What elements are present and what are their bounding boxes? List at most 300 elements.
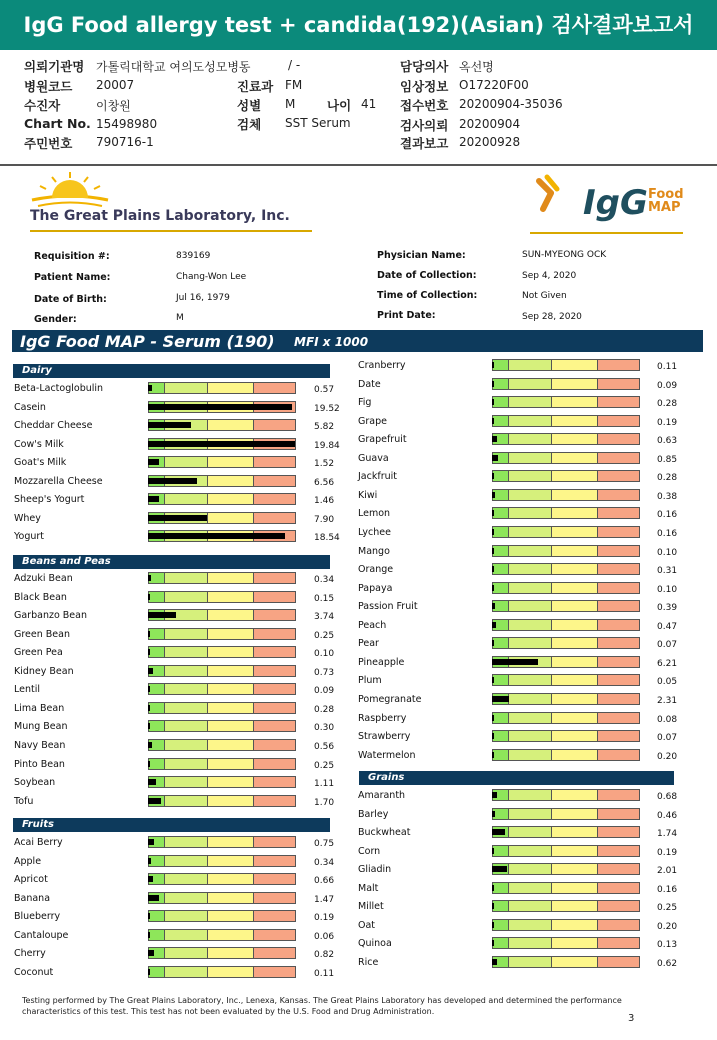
result-bar — [492, 359, 640, 371]
result-value: 18.54 — [314, 533, 340, 544]
result-bar-fill — [492, 473, 494, 479]
food-row — [14, 417, 354, 435]
food-name: Goat's Milk — [14, 457, 67, 469]
scale-zone — [492, 712, 509, 724]
result-value: 0.13 — [657, 940, 678, 951]
info-value: Not Given — [522, 291, 567, 301]
scale-zone — [164, 836, 208, 848]
sun-logo-icon — [30, 170, 110, 210]
food-name: Apple — [14, 855, 42, 867]
food-name: Grapefruit — [358, 434, 407, 446]
result-bar-fill — [492, 362, 494, 368]
scale-zone — [551, 545, 598, 557]
food-row — [14, 380, 354, 398]
scale-zone — [508, 674, 552, 686]
result-bar — [148, 572, 296, 584]
scale-zone — [508, 637, 552, 649]
result-bar — [148, 892, 296, 904]
result-bar — [492, 396, 640, 408]
scale-zone — [597, 600, 640, 612]
result-bar — [492, 433, 640, 445]
scale-zone — [551, 956, 598, 968]
units-label: MFI x 1000 — [294, 335, 369, 349]
result-bar-fill — [492, 566, 494, 572]
food-name: Cow's Milk — [14, 438, 64, 450]
scale-zone — [597, 470, 640, 482]
food-name: Pear — [358, 638, 379, 650]
result-bar — [148, 910, 296, 922]
scale-zone — [551, 619, 598, 631]
scale-zone — [253, 720, 296, 732]
result-value: 1.47 — [314, 894, 335, 905]
result-bar-fill — [492, 548, 494, 554]
food-row — [358, 617, 697, 635]
scale-zone — [164, 702, 208, 714]
food-row — [14, 626, 354, 644]
result-bar-fill — [148, 404, 292, 410]
scale-zone — [492, 526, 509, 538]
scale-zone — [551, 396, 598, 408]
result-bar-fill — [492, 381, 494, 387]
scale-zone — [253, 892, 296, 904]
scale-zone — [253, 929, 296, 941]
header-value: 옥선명 — [459, 60, 494, 74]
scale-zone — [164, 572, 208, 584]
scale-zone — [207, 493, 254, 505]
food-name: Pineapple — [358, 656, 405, 668]
header-label: 검사의뢰 — [400, 118, 449, 133]
scale-zone — [164, 665, 208, 677]
result-bar-fill — [148, 478, 197, 484]
scale-zone — [508, 563, 552, 575]
food-name: Black Bean — [14, 591, 67, 603]
scale-zone — [508, 359, 552, 371]
result-bar — [148, 966, 296, 978]
food-map-logo — [648, 188, 684, 214]
food-name: Cheddar Cheese — [14, 420, 93, 432]
result-value: 0.09 — [657, 380, 678, 391]
scale-zone — [508, 956, 552, 968]
result-value: 0.20 — [657, 751, 678, 762]
food-name: Amaranth — [358, 790, 406, 801]
food-row — [14, 756, 354, 774]
food-name: Casein — [14, 401, 46, 413]
result-bar — [148, 382, 296, 394]
scale-zone — [253, 873, 296, 885]
result-bar — [492, 674, 640, 686]
result-value: 2.01 — [657, 866, 678, 877]
scale-zone — [597, 507, 640, 519]
scale-zone — [492, 882, 509, 894]
result-bar — [148, 591, 296, 603]
result-value: 1.11 — [314, 779, 335, 789]
food-row — [14, 644, 354, 662]
scale-zone — [148, 966, 165, 978]
food-name: Mango — [358, 545, 390, 557]
scale-zone — [148, 702, 165, 714]
food-row — [14, 510, 354, 528]
result-bar-fill — [148, 798, 161, 804]
food-name: Navy Bean — [14, 740, 66, 751]
result-value: 0.68 — [657, 792, 678, 802]
result-value: 0.30 — [314, 723, 335, 734]
food-row — [14, 964, 354, 982]
header-value: 가톨릭대학교 여의도성모병동 — [96, 60, 251, 74]
scale-zone — [508, 808, 552, 820]
result-bar — [492, 730, 640, 742]
result-value: 0.15 — [314, 593, 335, 604]
food-row — [14, 681, 354, 699]
food-name: Pinto Bean — [14, 758, 65, 770]
header-value: 20200904-35036 — [459, 97, 563, 111]
result-value: 0.73 — [314, 667, 335, 678]
scale-zone — [207, 419, 254, 431]
scale-zone — [148, 855, 165, 867]
result-bar — [492, 863, 640, 875]
scale-zone — [164, 910, 208, 922]
result-value: 0.09 — [314, 686, 335, 697]
scale-zone — [508, 845, 552, 857]
info-value: Sep 4, 2020 — [522, 271, 577, 281]
header-value: FM — [285, 78, 303, 92]
food-row — [14, 927, 354, 945]
result-value: 0.10 — [314, 649, 335, 660]
result-value: 6.21 — [657, 658, 678, 669]
scale-zone — [253, 665, 296, 677]
food-name: Buckwheat — [358, 827, 411, 839]
food-name: Passion Fruit — [358, 601, 418, 613]
result-bar — [148, 401, 296, 413]
result-value: 1.70 — [314, 797, 335, 808]
scale-zone — [597, 674, 640, 686]
section-header: Grains — [359, 771, 674, 785]
scale-zone — [551, 882, 598, 894]
patient-header — [0, 50, 717, 164]
scale-zone — [551, 378, 598, 390]
scale-zone — [551, 656, 598, 668]
footer-disclaimer: Testing performed by The Great Plains Laboratory, Inc., Lenexa, Kansas. The Great Plains Laboratory has developed and determined the performance characteristics of this test. This test has not been evaluated by the U.S. Food and Drug Administration. — [22, 996, 622, 1016]
scale-zone — [508, 470, 552, 482]
scale-zone — [597, 359, 640, 371]
scale-zone — [597, 637, 640, 649]
result-value: 6.56 — [314, 477, 335, 488]
food-name: Beta-Lactoglobulin — [14, 383, 104, 394]
result-bar-fill — [148, 686, 150, 692]
scale-zone — [492, 730, 509, 742]
result-value: 0.28 — [657, 473, 678, 484]
result-value: 0.82 — [314, 950, 335, 961]
result-bar — [148, 665, 296, 677]
scale-zone — [492, 919, 509, 931]
food-row — [358, 917, 697, 935]
result-value: 0.16 — [657, 884, 678, 895]
result-bar — [492, 619, 640, 631]
food-row — [14, 793, 354, 811]
scale-zone — [597, 563, 640, 575]
result-value: 0.10 — [657, 584, 678, 595]
result-bar-fill — [492, 959, 497, 965]
scale-zone — [551, 600, 598, 612]
result-value: 19.84 — [314, 440, 340, 451]
result-bar-fill — [148, 723, 150, 729]
food-row — [358, 691, 697, 709]
result-value: 0.85 — [657, 454, 678, 465]
scale-zone — [492, 845, 509, 857]
result-bar-fill — [492, 677, 494, 683]
scale-zone — [492, 545, 509, 557]
scale-zone — [492, 396, 509, 408]
result-bar — [148, 758, 296, 770]
scale-zone — [148, 591, 165, 603]
food-row — [14, 436, 354, 454]
scale-zone — [551, 749, 598, 761]
food-row — [358, 598, 697, 616]
result-bar-fill — [148, 932, 150, 938]
report-title: IgG Food MAP - Serum (190) — [20, 332, 275, 351]
result-value: 0.20 — [657, 921, 678, 932]
result-value: 0.75 — [314, 839, 335, 849]
scale-zone — [253, 855, 296, 867]
info-label: Physician Name: — [377, 250, 466, 261]
header-value: 41 — [361, 97, 377, 111]
scale-zone — [253, 628, 296, 640]
food-row — [358, 747, 697, 765]
result-bar-fill — [492, 922, 494, 928]
result-bar-fill — [148, 839, 154, 845]
food-row — [358, 880, 697, 898]
scale-zone — [207, 947, 254, 959]
result-bar — [148, 683, 296, 695]
food-row — [358, 394, 697, 412]
scale-zone — [597, 452, 640, 464]
food-row — [14, 890, 354, 908]
section-header: Dairy — [13, 364, 330, 378]
scale-zone — [597, 489, 640, 501]
header-label: 검체 — [237, 117, 262, 132]
scale-zone — [597, 526, 640, 538]
scale-zone — [597, 956, 640, 968]
header-value: O17220F00 — [459, 78, 529, 92]
scale-zone — [508, 582, 552, 594]
scale-zone — [207, 873, 254, 885]
result-bar-fill — [148, 761, 150, 767]
result-bar — [148, 795, 296, 807]
scale-zone — [597, 937, 640, 949]
scale-zone — [207, 456, 254, 468]
scale-zone — [207, 382, 254, 394]
scale-zone — [508, 826, 552, 838]
header-value: 790716-1 — [96, 135, 154, 149]
food-name: Coconut — [14, 966, 54, 978]
scale-zone — [253, 966, 296, 978]
food-name: Pomegranate — [358, 693, 422, 705]
scale-zone — [508, 693, 552, 705]
scale-zone — [164, 382, 208, 394]
result-bar — [148, 628, 296, 640]
scale-zone — [253, 910, 296, 922]
scale-zone — [551, 582, 598, 594]
food-row — [14, 774, 354, 792]
scale-zone — [508, 396, 552, 408]
result-bar — [148, 947, 296, 959]
food-name: Quinoa — [358, 938, 392, 950]
food-row — [14, 607, 354, 625]
result-value: 0.31 — [657, 566, 678, 576]
result-bar-fill — [492, 885, 494, 891]
result-bar-fill — [492, 940, 494, 946]
result-bar-fill — [492, 399, 494, 405]
result-bar — [148, 929, 296, 941]
result-value: 0.46 — [657, 810, 678, 821]
scale-zone — [253, 609, 296, 621]
result-value: 0.07 — [657, 733, 678, 743]
antibody-icon — [533, 173, 583, 223]
result-bar — [492, 656, 640, 668]
result-value: 2.31 — [657, 695, 678, 706]
result-bar-fill — [148, 422, 191, 428]
result-bar-fill — [148, 779, 156, 785]
scale-zone — [148, 758, 165, 770]
food-name: Orange — [358, 564, 394, 575]
result-value: 0.16 — [657, 529, 678, 539]
food-name: Plum — [358, 675, 382, 687]
scale-zone — [253, 947, 296, 959]
scale-zone — [551, 433, 598, 445]
result-bar-fill — [492, 640, 494, 646]
scale-zone — [508, 507, 552, 519]
header-divider — [0, 164, 717, 166]
scale-zone — [253, 382, 296, 394]
result-bar-fill — [492, 492, 495, 498]
scale-zone — [207, 892, 254, 904]
food-row — [14, 834, 354, 852]
food-row — [358, 635, 697, 653]
scale-zone — [597, 545, 640, 557]
scale-zone — [492, 359, 509, 371]
food-row — [358, 376, 697, 394]
food-name: Millet — [358, 901, 384, 913]
scale-zone — [148, 628, 165, 640]
info-label: Time of Collection: — [377, 290, 478, 301]
igg-logo-text: IgG — [583, 183, 648, 223]
result-bar-fill — [148, 858, 151, 864]
scale-zone — [148, 720, 165, 732]
scale-zone — [164, 456, 208, 468]
scale-zone — [492, 507, 509, 519]
scale-zone — [597, 826, 640, 838]
scale-zone — [508, 433, 552, 445]
scale-zone — [597, 415, 640, 427]
scale-zone — [551, 470, 598, 482]
scale-zone — [551, 415, 598, 427]
scale-zone — [207, 966, 254, 978]
result-bar — [148, 836, 296, 848]
result-bar — [148, 646, 296, 658]
header-label: 담당의사 — [400, 59, 449, 74]
info-value: 839169 — [176, 251, 211, 261]
result-bar-fill — [492, 659, 538, 665]
food-name: Grape — [358, 415, 387, 427]
scale-zone — [164, 720, 208, 732]
food-name: Rice — [358, 957, 379, 968]
scale-zone — [207, 591, 254, 603]
result-bar-fill — [492, 752, 494, 758]
food-name: Sheep's Yogurt — [14, 494, 85, 506]
scale-zone — [164, 628, 208, 640]
scale-zone — [508, 882, 552, 894]
scale-zone — [551, 712, 598, 724]
scale-zone — [597, 712, 640, 724]
header-label: Chart No. — [24, 116, 91, 131]
result-bar-fill — [148, 668, 153, 674]
result-value: 0.39 — [657, 603, 678, 614]
result-bar-fill — [492, 829, 505, 835]
result-value: 0.63 — [657, 436, 678, 447]
food-row — [358, 468, 697, 486]
scale-zone — [164, 758, 208, 770]
food-row — [358, 806, 697, 824]
scale-zone — [164, 873, 208, 885]
food-row — [14, 945, 354, 963]
report-section-bar — [12, 330, 703, 352]
result-bar-fill — [148, 705, 150, 711]
result-value: 1.46 — [314, 496, 335, 507]
result-bar-fill — [148, 515, 207, 521]
scale-zone — [253, 646, 296, 658]
result-bar — [492, 712, 640, 724]
scale-zone — [207, 776, 254, 788]
scale-zone — [492, 415, 509, 427]
food-row — [358, 672, 697, 690]
scale-zone — [508, 526, 552, 538]
food-row — [14, 737, 354, 755]
food-row — [14, 570, 354, 588]
result-value: 0.25 — [657, 903, 678, 914]
food-name: Kidney Bean — [14, 665, 74, 677]
scale-zone — [164, 795, 208, 807]
logo-food-text: Food — [648, 187, 684, 202]
result-bar — [148, 702, 296, 714]
result-value: 5.82 — [314, 422, 335, 433]
food-name: Apricot — [14, 874, 48, 886]
food-name: Lemon — [358, 508, 391, 520]
food-row — [358, 861, 697, 879]
result-bar-fill — [492, 455, 498, 461]
scale-zone — [207, 720, 254, 732]
food-name: Guava — [358, 452, 389, 464]
result-value: 0.19 — [314, 913, 335, 924]
food-row — [14, 871, 354, 889]
food-name: Jackfruit — [358, 471, 397, 483]
result-bar — [492, 826, 640, 838]
result-value: 0.56 — [314, 742, 335, 752]
scale-zone — [551, 808, 598, 820]
food-row — [14, 399, 354, 417]
food-row — [358, 524, 697, 542]
scale-zone — [508, 712, 552, 724]
result-bar-fill — [492, 715, 494, 721]
scale-zone — [597, 730, 640, 742]
header-label: 임상정보 — [400, 79, 449, 94]
food-row — [358, 954, 697, 972]
food-name: Mozzarella Cheese — [14, 475, 103, 487]
food-name: Garbanzo Bean — [14, 610, 87, 622]
food-name: Mung Bean — [14, 721, 68, 733]
scale-zone — [207, 572, 254, 584]
food-row — [14, 491, 354, 509]
result-bar-fill — [148, 950, 154, 956]
scale-zone — [164, 646, 208, 658]
